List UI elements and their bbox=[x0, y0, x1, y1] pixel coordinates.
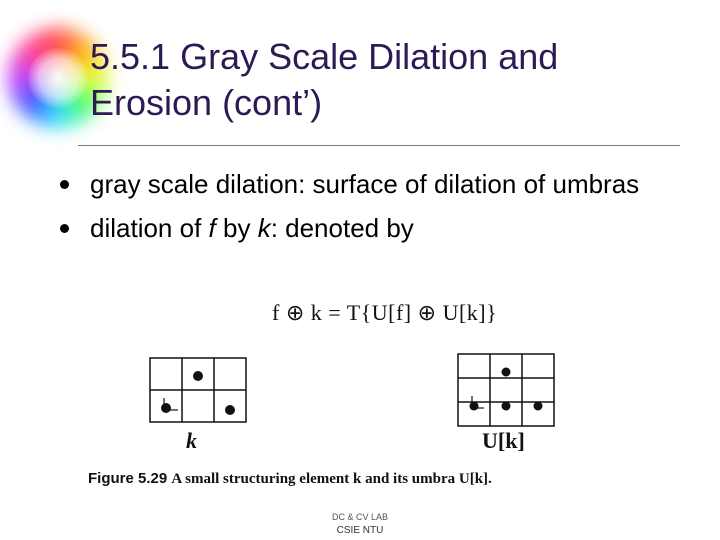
bullet-text-k: k bbox=[257, 213, 271, 243]
figure-caption bbox=[88, 470, 648, 488]
bullet-text-f: f bbox=[208, 213, 216, 243]
footer-dept: CSIE NTU bbox=[336, 525, 384, 536]
slide-title-line2: Erosion (cont’) bbox=[90, 82, 323, 123]
umbra-point bbox=[534, 402, 543, 411]
caption-label: Figure 5.29 bbox=[88, 470, 168, 487]
bullet-list bbox=[56, 168, 676, 256]
umbra-grid bbox=[458, 354, 554, 426]
bullet-text-mid: by bbox=[215, 213, 258, 243]
k-origin-point bbox=[161, 403, 171, 413]
umbra-point bbox=[502, 368, 511, 377]
footer-lab: DC & CV LAB bbox=[331, 512, 389, 522]
bullet-text: gray scale dilation: surface of dilation of umbras bbox=[90, 169, 640, 199]
k-point bbox=[225, 405, 235, 415]
title-divider bbox=[78, 145, 680, 146]
bullet-text-pre: dilation of bbox=[90, 213, 209, 243]
bullet-text-post: : denoted by bbox=[270, 213, 414, 243]
slide-title-line1: 5.5.1 Gray Scale Dilation and bbox=[90, 36, 559, 77]
k-point bbox=[193, 371, 203, 381]
bullet-item bbox=[56, 168, 676, 200]
dilation-formula: f ⊕ k = T{U[f] ⊕ U[k]} bbox=[272, 300, 498, 325]
umbra-point bbox=[502, 402, 511, 411]
umbra-label: U[k] bbox=[482, 428, 525, 453]
bullet-item bbox=[56, 212, 676, 244]
k-label: k bbox=[186, 428, 197, 453]
caption-text: A small structuring element k and its umbra U[k]. bbox=[171, 471, 492, 487]
umbra-origin-point bbox=[470, 402, 479, 411]
bullet-dot-icon bbox=[60, 180, 69, 189]
umbra-grid-outline bbox=[458, 354, 554, 426]
bullet-dot-icon bbox=[60, 224, 69, 233]
color-wheel-highlight bbox=[28, 48, 88, 108]
slide-title bbox=[90, 34, 690, 126]
